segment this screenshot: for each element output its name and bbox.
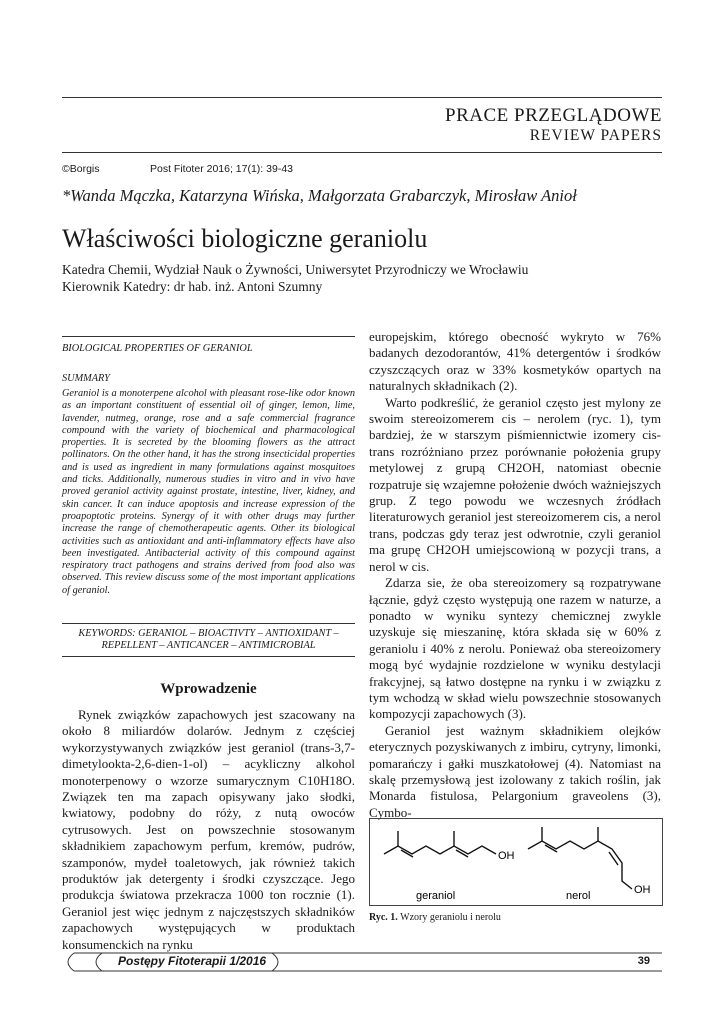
nerol-label: nerol [566,890,591,902]
publisher: ©Borgis [62,163,100,175]
keywords: KEYWORDS: GERANIOL – BIOACTIVTY – ANTIOXIDANT – REPELLENT – ANTICANCER – ANTIMICROBIAL [78,628,339,652]
right-paragraph-3: Geraniol jest ważnym składnikiem olejków eterycznych pozyskiwanych z imbiru, cytryny, limonki, pomarańczy i gałki muszkatołowej (4). Natomiast na skalę przemysłową jest izolowany z takich roślin, jak Monarda fistulosa, Pelargonium graveolens (3), Cymbo- [369,722,661,820]
right-column [369,329,661,821]
footer-journal: Postępy Fitoterapii 1/2016 [118,954,267,968]
structures-svg [370,819,662,905]
section-title-en: REVIEW PAPERS [529,127,662,144]
header-rule [62,97,662,98]
keywords-rule [62,623,355,624]
figure-caption-number: Ryc. 1. [369,912,398,923]
keywords-rule-2 [62,656,355,657]
nerol-oh-label: OH [634,884,651,896]
summary-text: Geraniol is a monoterpene alcohol with pleasant rose-like odor known as an important constituent of essential oil of ginger, lemon, lime, lavender, nutmeg, orange, rose and a safe commercial fragrance compound with the variety of biochemical and pharmacological properties. It is secreted by the blooming flowers as the attract pollinators. On the other hand, it has the strong insecticidal properties and is used as ingredient in many formulations against mosquitoes and ticks. Additionally, numerous studies in vitro and in vivo have proved geraniol activity against prostate, intestine, liver, kidney, and skin cancer. It can induce apoptosis and increase expression of the proapoptotic proteins. Synergy of it with other drugs may further increase the range of chemotherapeutic agents. Other its biological activities such as antioxidant and anti-inflammatory effects have also been investigated. Antibacterial activity of this compound against respiratory tract pathogens and strains derived from food also was observed. This review discuss some of the most important applications of geraniol. [62,388,355,596]
affiliation: Katedra Chemii, Wydział Nauk o Żywności, Uniwersytet Przyrodniczy we Wrocławiu [62,262,529,277]
header-rule-2 [62,152,662,153]
figure-caption [369,912,501,923]
intro-column [62,707,355,953]
abstract-rule [62,336,355,337]
geraniol-label: geraniol [416,890,456,902]
intro-paragraph-1: Rynek związków zapachowych jest szacowany na około 8 miliardów dolarów. Jednym z częściej wykorzystywanych związków jest geraniol (trans-3,7-dimetylookta-2,6-dien-1-ol) – acykliczny alkohol monoterpenowy o wzorze sumarycznym C10H18O. Związek ten ma zapach opisywany jako słodki, kwiatowy, podobny do róży, z nutą owoców cytrusowych. Jest on powszechnie stosowanym składnikiem zapachowym perfum, kremów, pudrów, szamponów, mydeł toaletowych, jak również takich produktów jak detergenty i środki czyszczące. Jego produkcja światowa przekracza 1000 ton rocznie (1). Geraniol jest więc jednym z najczęstszych składników zapachowych występujących w produktach konsumenckich na rynku [62,707,355,952]
right-paragraph-1: Warto podkreślić, że geraniol często jest mylony ze swoim stereoizomerem cis – nerolem (ryc. 1), tym bardziej, że w starszym piśmiennictwie izomery cis-trans rozróżniano przez porównanie położenia grupy metylowej z grupą CH2OH, natomiast obecnie rozpatruje się wzajemne położenie dwóch ważniejszych grup. Z tego powodu we wczesnych źródłach literaturowych geraniol jest stereoizomerem cis, a nerol trans, podczas gdy teraz jest odwrotnie, czyli geraniol ma grupę CH2OH umiejscowioną w pozycji trans, a nerol w cis. [369,394,661,574]
intro-heading: Wprowadzenie [160,681,257,697]
nerol-structure [528,841,632,889]
figure-box [369,818,663,906]
summary-heading: SUMMARY [62,373,110,384]
article-title: Właściwości biologiczne geraniolu [62,224,428,253]
geraniol-oh-label: OH [498,850,515,862]
authors: *Wanda Mączka, Katarzyna Wińska, Małgorzata Grabarczyk, Mirosław Anioł [62,186,577,205]
right-paragraph-0: europejskim, którego obecność wykryto w 76% badanych dezodorantów, 41% detergentów i środków czyszczących oraz w 33% kosmetyków opartych na naturalnych składnikach (2). [369,329,661,394]
section-title-pl: PRACE PRZEGLĄDOWE [445,105,662,126]
figure-caption-text: Wzory geraniolu i nerolu [397,912,501,923]
right-paragraph-2: Zdarza sie, że oba stereoizomery są rozpatrywane łącznie, gdyż często występują one razem w naturze, a ponadto w wyniku syntezy chemicznej zwykle uzyskuje się mieszaninę, która składa się w 60% z geraniolu i 40% z nerolu. Ponieważ oba stereoizomery mogą być wydajnie rozdzielone w wyniku destylacji frakcyjnej, są łatwo dostępne na rynku i w związku z tym wchodzą w skład wielu powszechnie stosowanych kompozycji zapachowych (3). [369,575,661,722]
citation: Post Fitoter 2016; 17(1): 39-43 [150,163,293,175]
footer [62,951,662,973]
geraniol-structure [384,846,496,854]
page-number: 39 [637,955,650,967]
abstract-title: BIOLOGICAL PROPERTIES OF GERANIOL [62,343,253,354]
head-of-department: Kierownik Katedry: dr hab. inż. Antoni Szumny [62,279,323,294]
